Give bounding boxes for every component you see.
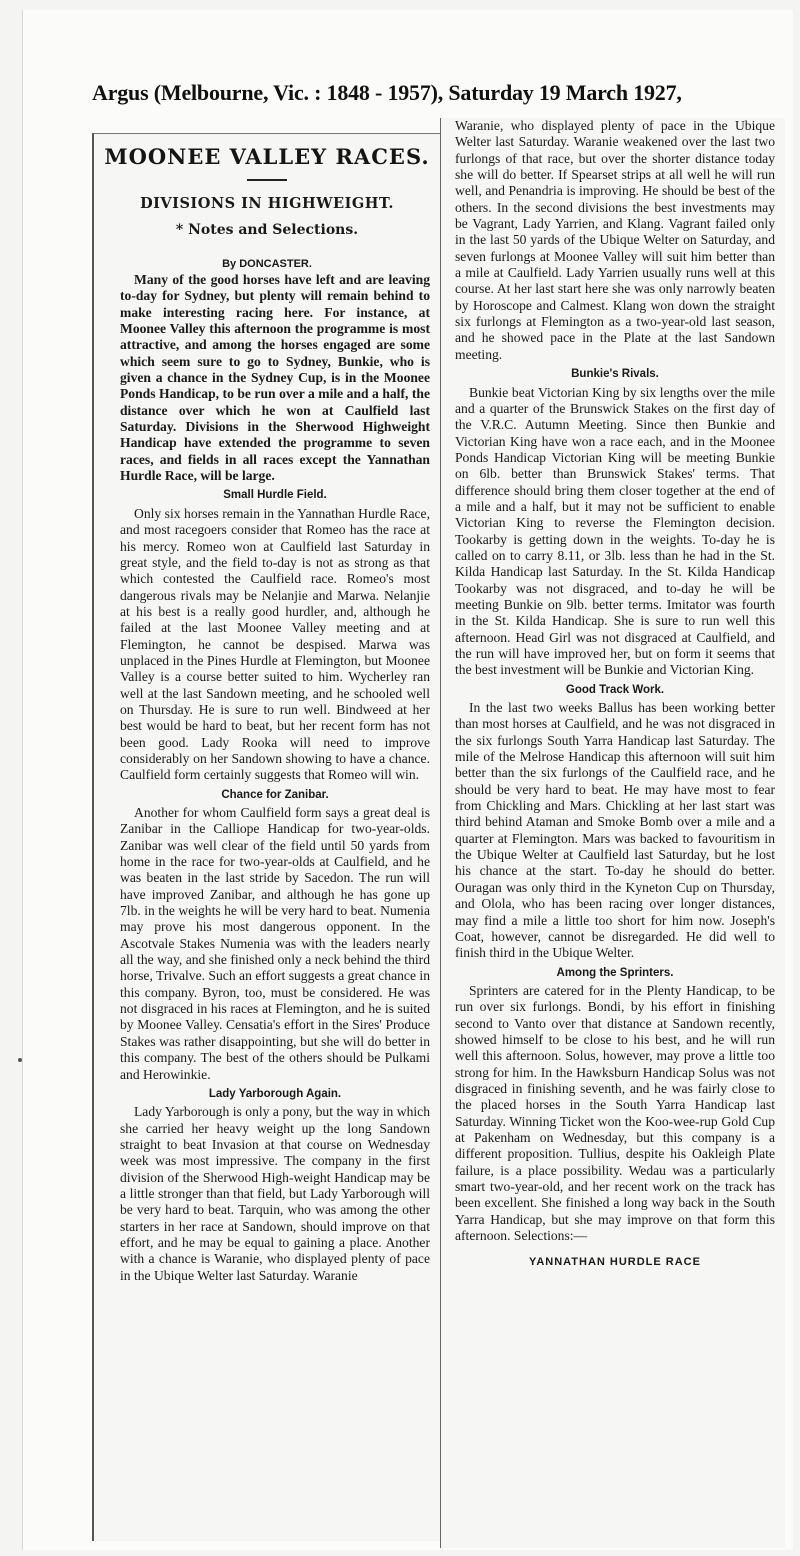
paragraph-lady-yarborough-again: Lady Yarborough is only a pony, but the way in which she carried her heavy weight up the long Sandown straight to beat Invasion at that course on Wednesday week was most impressive. The company in the first division of the Sherwood High-weight Handicap may be a little stronger than that field, but Lady Yarborough will be very hard to beat. Tarquin, who was among the other starters in her race at Sandown, should improve on that effort, and he may be equal to gaining a place. Another with a chance is Waranie, who displayed plenty of pace in the Ubique Welter last Saturday. Waranie xyxy=(120,1104,430,1283)
right-column-text xyxy=(441,118,785,1271)
subhead-chance-for-zanibar: Chance for Zanibar. xyxy=(221,788,329,801)
article-title: MOONEE VALLEY RACES. xyxy=(104,144,430,169)
subhead-bunkies-rivals: Bunkie's Rivals. xyxy=(571,368,659,381)
title-rule xyxy=(247,179,287,181)
paragraph-bunkies-rivals: Bunkie beat Victorian King by six lengths over the mile and a quarter of the Brunswick Stakes on the first day of the V.R.C. Autumn Meeting. Since then Bunkie and Victorian King have won a race each, and in the Moonee Ponds Handicap Victorian King will be meeting Bunkie on 6lb. better than Brunswick Stakes' terms. That difference should bring them closer together at the end of a mile and a half, but it may not be sufficient to enable Victorian King to reverse the Flemington decision. Tookarby is getting down in the weights. To-day he is called on to carry 8.11, or 3lb. less than he had in the St. Kilda Handicap last Saturday. In the St. Kilda Handicap Tookarby was not disgraced, and to-day he will be meeting Bunkie on 9lb. better terms. Imitator was fourth in the St. Kilda Handicap. She is sure to run well this afternoon. Head Girl was not disgraced at Caulfield, and the run will have improved her, but on form it seems that the best investment will be Bunkie and Victorian King. xyxy=(455,384,775,678)
paragraph-chance-for-zanibar: Another for whom Caulfield form says a great deal is Zanibar in the Calliope Handicap for two-year-olds. Zanibar was well clear of the field until 50 yards from home in the race for two-year-olds at Caulfield, and he was beaten in the last stride by Sacedon. The run will have improved Zanibar, and although he has gone up 7lb. in the weights he will be very hard to beat. Numenia may prove his most dangerous opponent. In the Ascotvale Stakes Numenia was with the leaders nearly all the way, and she finished only a neck behind the third horse, Trivalve. Such an effort suggests a great chance in this company. Byron, too, must be considered. He was not disgraced in his races at Flemington, and he is suited by Moonee Valley. Censatia's effort in the Sires' Produce Stakes was rather disappointing, but she will do better in this company. The best of the others should be Pulkami and Herowinkie. xyxy=(120,805,430,1082)
left-column-text xyxy=(94,272,440,1284)
paragraph-among-the-sprinters: Sprinters are catered for in the Plenty Handicap, to be run over six furlongs. Bondi, by his effort in finishing second to Vanto over that distance at Sandown recently, showed himself to be close to his best, and he will run well this afternoon. Solus, however, may prove a little too strong for him. In the Hawksburn Handicap Solus was not disgraced in finishing seventh, and he was fairly close to the placed horses in the South Yarra Handicap last Saturday. Winning Ticket won the Koo-wee-rup Gold Cup at Pakenham on Wednesday, but this company is a different proposition. Tullius, despite his Oakleigh Plate failure, is a place possibility. Wedau was a particularly smart two-year-old, and her recent work on the track has been excellent. She finished a long way back in the South Yarra Handicap, but she may improve on that form this afternoon. Selections:— xyxy=(455,982,775,1244)
selections-race-heading: YANNATHAN HURDLE RACE xyxy=(529,1256,701,1269)
article-masthead xyxy=(94,144,440,238)
subhead-good-track-work: Good Track Work. xyxy=(565,683,665,696)
article-notes-heading: * Notes and Selections. xyxy=(175,222,359,238)
paragraph-small-hurdle-field: Only six horses remain in the Yannathan Hurdle Race, and most racegoers consider that Romeo has the race at his mercy. Romeo won at Caulfield last Saturday in great style, and the field to-day is not as strong as that which contested the Caulfield race. Romeo's most dangerous rivals may be Nelanjie and Marwa. Nelanjie at his best is a really good hurdler, and, although he failed at the last Moonee Valley meeting and at Flemington, he cannot be despised. Marwa was unplaced in the Pines Hurdle at Flemington, but Moonee Valley is a course better suited to him. Wycherley ran well at the last Sandown meeting, and he schooled well on Thursday. He is sure to run well. Bindweed at her best would be hard to beat, but her recent form has not been good. Lady Rooka will need to improve considerably on her Sandown showing to have a chance. Caulfield form certainly suggests that Romeo will win. xyxy=(120,505,430,783)
article-right-column xyxy=(440,118,785,1548)
subhead-among-the-sprinters: Among the Sprinters. xyxy=(556,966,674,979)
scan-speck xyxy=(18,1058,22,1062)
subhead-small-hurdle-field: Small Hurdle Field. xyxy=(223,489,327,502)
intro-paragraph: Many of the good horses have left and are leaving to-day for Sydney, but plenty will remain behind to make interesting racing here. For instance, at Moonee Valley this afternoon the programme is most attractive, and among the horses engaged are some which seem sure to go to Sydney, Bunkie, who is given a chance in the Sydney Cup, is in the Moonee Ponds Handicap, to be run over a mile and a half, the distance over which he won at Caulfield last Saturday. Divisions in the Sherwood Highweight Handicap have extended the programme to seven races, and fields in all races except the Yannathan Hurdle Race, will be large. xyxy=(120,272,430,484)
continued-paragraph: Waranie, who displayed plenty of pace in the Ubique Welter last Saturday. Waranie weakened over the last two furlongs of that race, but over the shorter distance today she will do better. If Spearset strips at all well he will run well, and Penandria is improving. He should be best of the others. In the second divisions the best investments may be Vagrant, Lady Yarrien, and Klang. Vagrant failed only in the last 50 yards of the Ubique Welter on Saturday, and seven furlongs at Moonee Valley will suit him better than a mile at Caulfield. Lady Yarrien usually runs well at this course. At her last start here she was only narrowly beaten by Horoscope and Calmest. Klang won down the straight six furlongs at Flemington as a two-year-old last season, and he showed pace in the Plate at the last Sandown meeting. xyxy=(455,118,775,362)
paragraph-good-track-work: In the last two weeks Ballus has been working better than most horses at Caulfield, and he was not disgraced in the six furlongs South Yarra Handicap last Saturday. The mile of the Melrose Handicap this afternoon will suit him better than the six furlongs of the Caulfield race, and he should be very hard to beat. He may have most to fear from Chickling and Mars. Chickling at her last start was third behind Ataman and Smoke Bomb over a mile and a quarter at Flemington. Mars was backed to favouritism in the Ubique Welter at Caulfield last Saturday, but he lost his chance at the start. To-day he should do better. Ouragan was only third in the Kyneton Cup on Thursday, and Olola, who has been racing over longer distances, may find a mile a little too short for him now. Joseph's Coat, however, cannot be disregarded. He did well to finish third in the Ubique Welter. xyxy=(455,700,775,961)
subhead-lady-yarborough-again: Lady Yarborough Again. xyxy=(208,1087,342,1100)
article-subtitle: DIVISIONS IN HIGHWEIGHT. xyxy=(140,195,394,212)
source-citation: Argus (Melbourne, Vic. : 1848 - 1957), Saturday 19 March 1927, xyxy=(92,80,682,105)
article-byline: By DONCASTER. xyxy=(222,258,312,270)
article-left-column xyxy=(92,133,440,1541)
